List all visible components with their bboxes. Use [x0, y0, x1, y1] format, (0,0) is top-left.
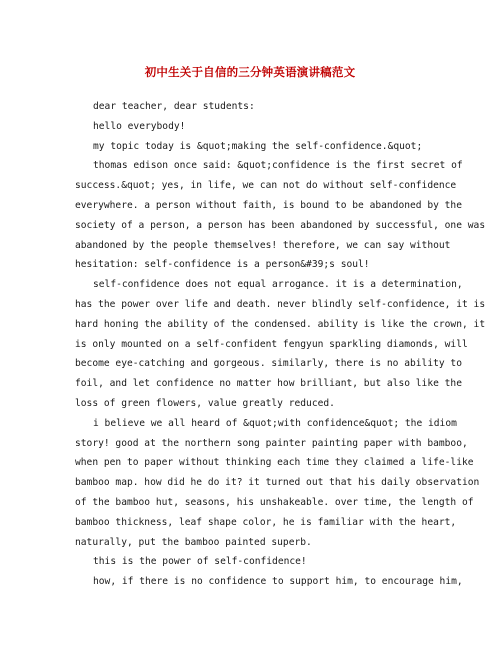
- text-line: success.&quot; yes, in life, we can not do without self-confidence: [75, 180, 457, 192]
- text-line: naturally, put the bamboo painted superb.: [75, 536, 312, 548]
- document-body: [75, 97, 486, 592]
- text-line: is only mounted on a self-confident fengyun sparkling diamonds, will: [75, 338, 468, 350]
- text-line: how, if there is no confidence to support him, to encourage him,: [93, 576, 463, 588]
- text-line: of the bamboo hut, seasons, his unshakeable. over time, the length of: [75, 496, 474, 508]
- text-line: loss of green flowers, value greatly reduced.: [75, 397, 335, 409]
- text-line: self-confidence does not equal arrogance. it is a determination,: [93, 279, 463, 291]
- text-line: hello everybody!: [93, 120, 186, 132]
- text-line: has the power over life and death. never blindly self-confidence, it is: [75, 298, 486, 310]
- text-line: this is the power of self-confidence!: [93, 556, 307, 568]
- text-line: foil, and let confidence no matter how brilliant, but also like the: [75, 378, 462, 390]
- text-line: story! good at the northern song painter painting paper with bamboo,: [75, 437, 468, 449]
- text-line: abandoned by the people themselves! therefore, we can say without: [75, 239, 451, 251]
- text-line: become eye-catching and gorgeous. similarly, there is no ability to: [75, 358, 462, 370]
- text-line: hard honing the ability of the condensed. ability is like the crown, it: [75, 318, 486, 330]
- document-title: 初中生关于自信的三分钟英语演讲稿范文: [144, 65, 356, 79]
- text-line: my topic today is &quot;making the self-confidence.&quot;: [93, 140, 423, 152]
- text-line: thomas edison once said: &quot;confidence is the first secret of: [93, 160, 463, 172]
- text-line: everywhere. a person without faith, is bound to be abandoned by the: [75, 199, 462, 211]
- text-line: i believe we all heard of &quot;with confidence&quot; the idiom: [93, 417, 457, 429]
- text-line: bamboo thickness, leaf shape color, he is familiar with the heart,: [75, 516, 457, 528]
- text-line: bamboo map. how did he do it? it turned out that his daily observation: [75, 477, 480, 489]
- text-line: dear teacher, dear students:: [93, 101, 255, 112]
- text-line: hesitation: self-confidence is a person&#39;s soul!: [75, 259, 370, 271]
- text-line: when pen to paper without thinking each time they claimed a life-like: [75, 457, 474, 469]
- text-line: society of a person, a person has been abandoned by successful, one was: [75, 219, 486, 231]
